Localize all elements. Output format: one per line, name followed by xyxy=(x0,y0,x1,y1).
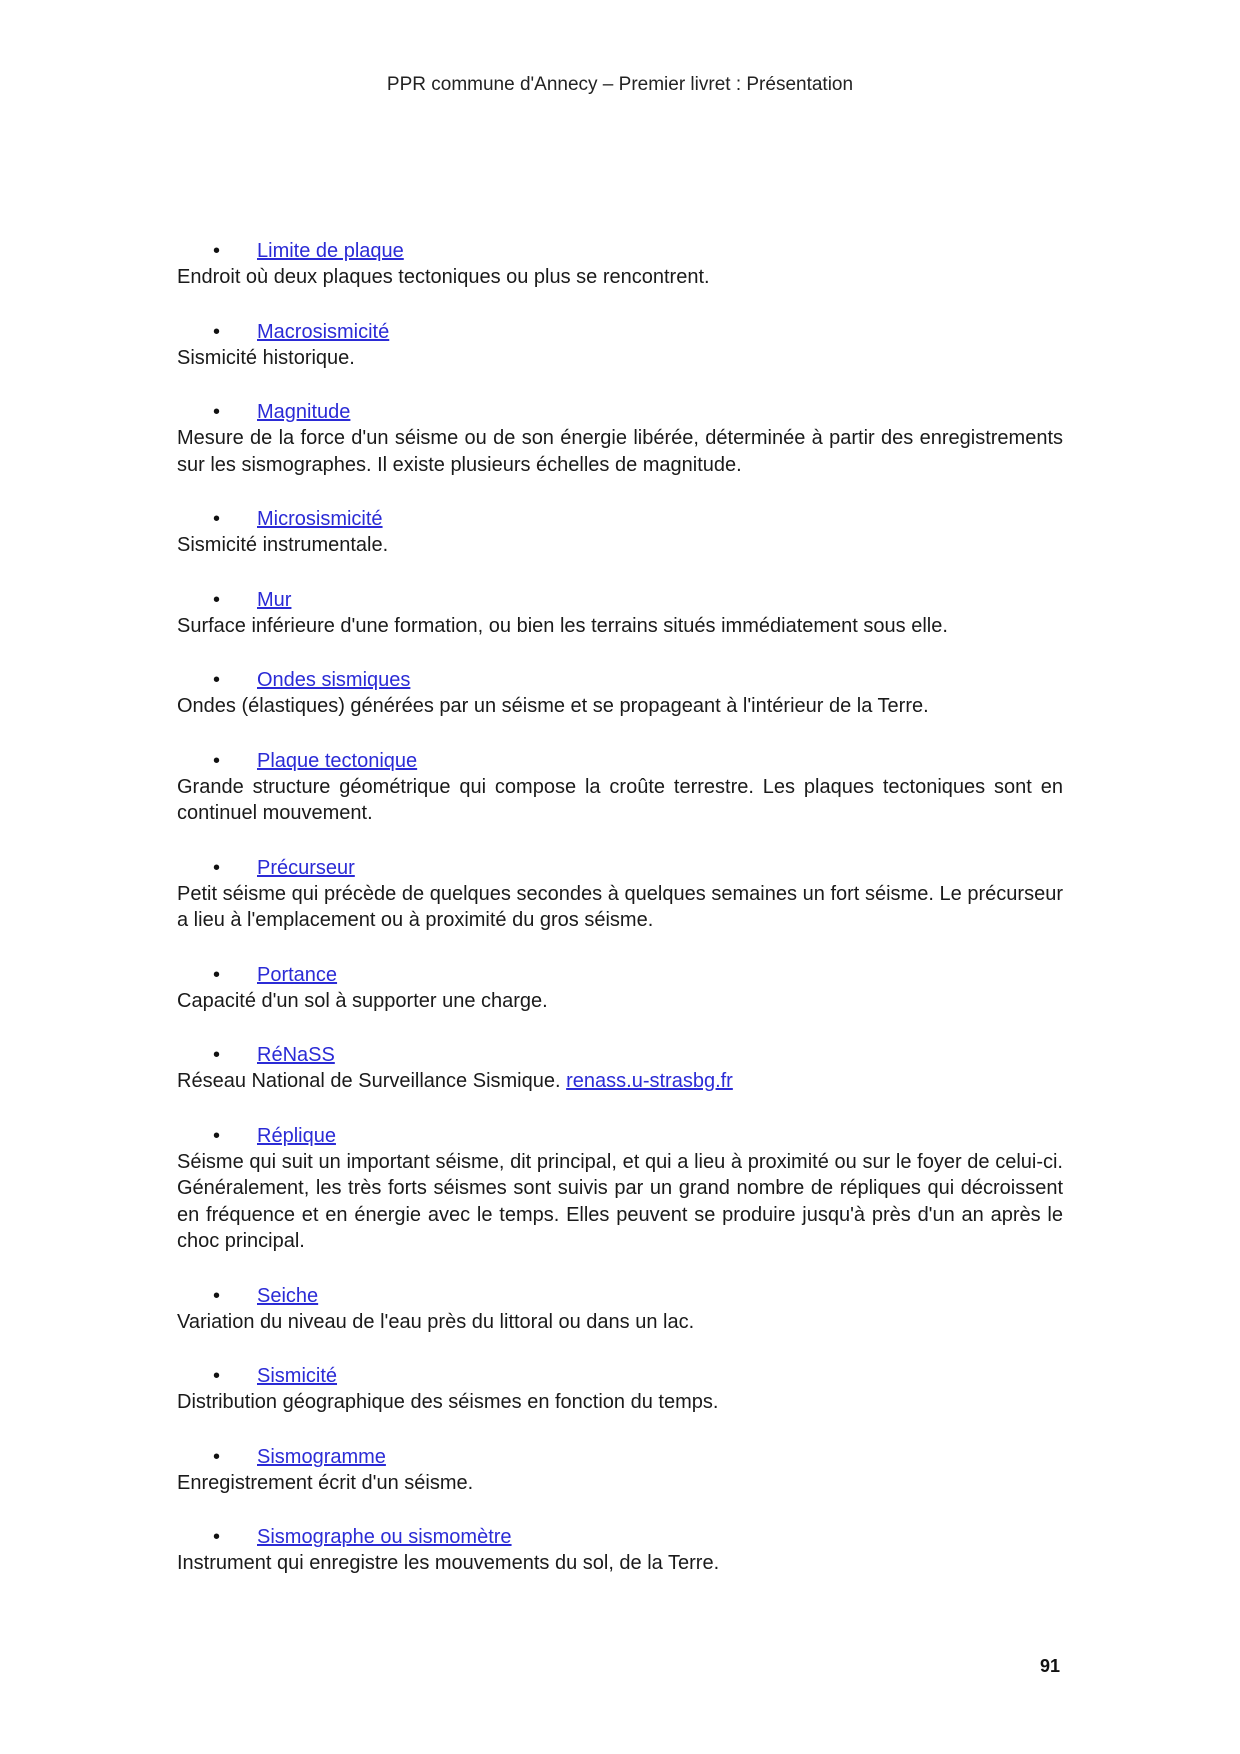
definition-text: Réseau National de Surveillance Sismique. xyxy=(177,1070,567,1092)
bullet-icon: • xyxy=(213,1526,221,1548)
term-link[interactable]: Limite de plaque xyxy=(257,240,404,262)
term-definition: Variation du niveau de l'eau près du littoral ou dans un lac. xyxy=(177,1310,695,1333)
bullet-icon: • xyxy=(213,1284,221,1307)
term-link[interactable]: Précurseur xyxy=(257,856,355,879)
glossary-list xyxy=(177,238,1063,1605)
term-definition: Petit séisme qui précède de quelques secondes à quelques semaines un fort séisme. Le précurseur a lieu à l'emplacement ou à proximité du gros séisme. xyxy=(177,882,1063,931)
term-definition: Sismicité historique. xyxy=(177,346,355,369)
page-number: 91 xyxy=(1040,1656,1061,1676)
bullet-icon: • xyxy=(213,320,221,343)
glossary-entry xyxy=(177,748,1063,827)
bullet-icon: • xyxy=(213,749,221,772)
term-definition xyxy=(177,1068,1063,1095)
term-link[interactable]: Ondes sismiques xyxy=(257,669,411,691)
glossary-entry xyxy=(177,238,1063,291)
glossary-entry xyxy=(177,855,1063,934)
term-link[interactable]: Portance xyxy=(257,963,338,986)
term-link[interactable]: RéNaSS xyxy=(257,1044,335,1066)
term-link[interactable]: Sismogramme xyxy=(257,1445,386,1468)
term-definition: Instrument qui enregistre les mouvements du sol, de la Terre. xyxy=(177,1552,720,1574)
bullet-icon: • xyxy=(213,856,221,879)
term-definition: Sismicité instrumentale. xyxy=(177,534,389,556)
glossary-entry xyxy=(177,962,1063,1015)
bullet-icon: • xyxy=(213,963,221,986)
term-definition: Endroit où deux plaques tectoniques ou plus se rencontrent. xyxy=(177,266,710,288)
bullet-icon: • xyxy=(213,401,221,423)
term-link[interactable]: Réplique xyxy=(257,1124,336,1147)
bullet-icon: • xyxy=(213,669,221,691)
glossary-entry xyxy=(177,399,1063,478)
running-header: PPR commune d'Annecy – Premier livret : Présentation xyxy=(386,74,854,95)
term-link[interactable]: Seiche xyxy=(257,1284,319,1307)
glossary-entry xyxy=(177,1363,1063,1416)
term-link[interactable]: Macrosismicité xyxy=(257,320,390,343)
bullet-icon: • xyxy=(213,1365,221,1387)
bullet-icon: • xyxy=(213,1044,221,1066)
renass-website-link[interactable]: renass.u-strasbg.fr xyxy=(566,1070,733,1092)
glossary-entry xyxy=(177,319,1063,372)
term-link[interactable]: Sismographe ou sismomètre xyxy=(257,1526,512,1548)
term-link[interactable]: Plaque tectonique xyxy=(257,749,418,772)
glossary-entry xyxy=(177,587,1063,640)
glossary-entry xyxy=(177,1123,1063,1255)
term-definition: Enregistrement écrit d'un séisme. xyxy=(177,1471,474,1494)
term-link[interactable]: Magnitude xyxy=(257,401,351,423)
term-definition: Mesure de la force d'un séisme ou de son énergie libérée, déterminée à partir des enregistrements sur les sismographes. Il existe plusieurs échelles de magnitude. xyxy=(177,427,1063,476)
glossary-entry xyxy=(177,506,1063,559)
term-definition: Ondes (élastiques) générées par un séisme et se propageant à l'intérieur de la Terre. xyxy=(177,695,929,717)
term-definition: Séisme qui suit un important séisme, dit principal, et qui a lieu à proximité ou sur le foyer de celui-ci. Généralement, les très forts séismes sont suivis par un grand nombre de répliques qui décroissent en fréquence et en énergie avec le temps. Elles peuvent se produire jusqu'à près d'un an après le choc principal. xyxy=(177,1150,1063,1252)
bullet-icon: • xyxy=(213,1124,221,1147)
glossary-entry xyxy=(177,1283,1063,1336)
term-link[interactable]: Sismicité xyxy=(257,1365,338,1387)
bullet-icon: • xyxy=(213,508,221,530)
term-definition: Distribution géographique des séismes en fonction du temps. xyxy=(177,1391,719,1413)
term-definition: Grande structure géométrique qui compose la croûte terrestre. Les plaques tectoniques sont en continuel mouvement. xyxy=(177,775,1063,824)
glossary-entry xyxy=(177,667,1063,720)
bullet-icon: • xyxy=(213,1445,221,1468)
glossary-entry xyxy=(177,1042,1063,1095)
term-link[interactable]: Microsismicité xyxy=(257,508,383,530)
glossary-entry xyxy=(177,1444,1063,1497)
bullet-icon: • xyxy=(213,588,221,611)
term-definition: Capacité d'un sol à supporter une charge. xyxy=(177,989,548,1012)
term-link[interactable]: Mur xyxy=(257,588,292,611)
glossary-entry xyxy=(177,1524,1063,1577)
term-definition: Surface inférieure d'une formation, ou bien les terrains situés immédiatement sous elle. xyxy=(177,614,948,637)
bullet-icon: • xyxy=(213,240,221,262)
